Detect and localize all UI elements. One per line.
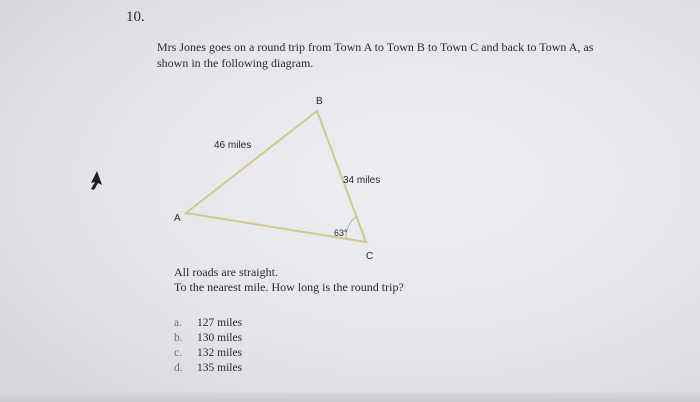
- vertex-label-a: A: [174, 213, 181, 224]
- side-label-ab: 46 miles: [214, 140, 252, 151]
- side-label-bc: 34 miles: [343, 175, 381, 186]
- option-text: 135 miles: [197, 362, 243, 374]
- option-letter: a.: [174, 317, 182, 329]
- question-text-line-1: Mrs Jones goes on a round trip from Town A to Town B to Town C and back to Town A, as: [157, 40, 594, 54]
- notes-line-1: All roads are straight.: [174, 265, 278, 279]
- option-text: 130 miles: [197, 332, 243, 344]
- vertex-label-c: C: [366, 251, 374, 262]
- question-text-line-2: shown in the following diagram.: [157, 56, 314, 70]
- option-letter: b.: [174, 332, 183, 344]
- option-letter: d.: [174, 362, 183, 374]
- angle-label-c: 63°: [334, 228, 348, 238]
- vertex-label-b: B: [316, 96, 323, 107]
- question-number: 10.: [126, 9, 145, 25]
- notes-line-2: To the nearest mile. How long is the round trip?: [174, 280, 404, 294]
- option-text: 132 miles: [197, 347, 243, 359]
- page-bottom-edge: [0, 393, 700, 402]
- option-text: 127 miles: [197, 317, 243, 329]
- option-letter: c.: [174, 347, 182, 359]
